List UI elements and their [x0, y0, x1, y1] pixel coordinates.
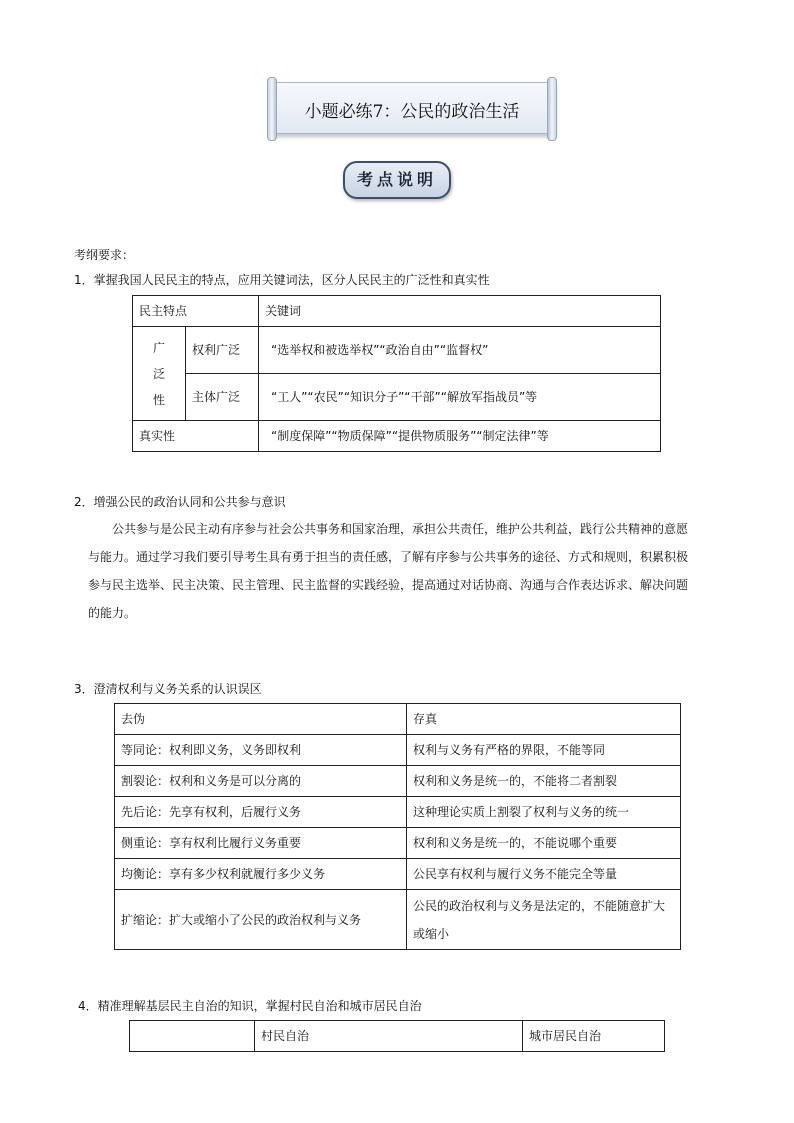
truth-cell: 权利与义务有严格的界限，不能等同 [407, 735, 681, 766]
header-true: 存真 [407, 704, 681, 735]
misconception-cell: 先后论：先享有权利，后履行义务 [115, 797, 407, 828]
header-village: 村民自治 [255, 1021, 523, 1052]
header-false: 去伪 [115, 704, 407, 735]
truth-cell: 这种理论实质上割裂了权利与义务的统一 [407, 797, 681, 828]
table-row [115, 704, 681, 735]
header-feature: 民主特点 [133, 296, 259, 327]
item-1-heading: 1．掌握我国人民民主的特点，应用关键词法，区分人民民主的广泛性和真实性 [74, 273, 490, 287]
keywords-cell: “制度保障”“物质保障”“提供物质服务”“制定法律”等 [259, 421, 661, 452]
table-row [130, 1021, 665, 1052]
syllabus-heading: 考纲要求： [74, 248, 135, 262]
header-keywords: 关键词 [259, 296, 661, 327]
misconception-cell: 扩缩论：扩大或缩小了公民的政治权利与义务 [115, 890, 407, 950]
rights-duties-table [114, 703, 681, 950]
item-3-heading: 3．澄清权利与义务关系的认识误区 [74, 682, 262, 696]
table-row [133, 327, 661, 374]
misconception-cell: 等同论：权利即义务，义务即权利 [115, 735, 407, 766]
democracy-keywords-table [132, 295, 661, 452]
table-row [115, 766, 681, 797]
item-2-paragraph: 公共参与是公民主动有序参与社会公共事务和国家治理，承担公共责任，维护公共利益，践行公共精神的意愿与能力。通过学习我们要引导考生具有勇于担当的责任感，了解有序参与公共事务的途径、方式和规则，积累积极参与民主选举、民主决策、民主管理、民主监督的实践经验，提高通过对话协商、沟通与合作表达诉求、解决问题的能力。 [88, 522, 689, 620]
item-4-heading: 4．精准理解基层民主自治的知识，掌握村民自治和城市居民自治 [78, 999, 422, 1013]
misconception-cell: 均衡论：享有多少权利就履行多少义务 [115, 859, 407, 890]
misconception-cell: 侧重论：享有权利比履行义务重要 [115, 828, 407, 859]
truth-cell: 权利和义务是统一的，不能将二者割裂 [407, 766, 681, 797]
page-title: 小题必练7：公民的政治生活 [304, 102, 520, 122]
truth-cell: 权利和义务是统一的，不能说哪个重要 [407, 828, 681, 859]
misconception-cell: 割裂论：权利和义务是可以分离的 [115, 766, 407, 797]
table-row [115, 859, 681, 890]
header-empty [130, 1021, 255, 1052]
table-row [133, 296, 661, 327]
title-banner [270, 82, 554, 134]
header-urban: 城市居民自治 [523, 1021, 665, 1052]
broad-char: 泛 [152, 366, 165, 381]
broad-label [133, 327, 186, 421]
broad-char: 性 [152, 392, 165, 407]
table-row [133, 374, 661, 421]
self-governance-table [129, 1020, 665, 1052]
table-row [133, 421, 661, 452]
real-label: 真实性 [133, 421, 259, 452]
truth-cell: 公民的政治权利与义务是法定的，不能随意扩大或缩小 [407, 890, 681, 950]
table-row [115, 828, 681, 859]
keywords-cell: “工人”“农民”“知识分子”“干部”“解放军指战员”等 [259, 374, 661, 421]
truth-cell: 公民享有权利与履行义务不能完全等量 [407, 859, 681, 890]
keywords-cell: “选举权和被选举权”“政治自由”“监督权” [259, 327, 661, 374]
section-badge: 考点说明 [343, 161, 451, 199]
sub-feature: 主体广泛 [186, 374, 259, 421]
item-2-heading: 2．增强公民的政治认同和公共参与意识 [74, 495, 286, 509]
table-row [115, 735, 681, 766]
sub-feature: 权利广泛 [186, 327, 259, 374]
broad-char: 广 [152, 340, 165, 355]
table-row [115, 890, 681, 950]
table-row [115, 797, 681, 828]
